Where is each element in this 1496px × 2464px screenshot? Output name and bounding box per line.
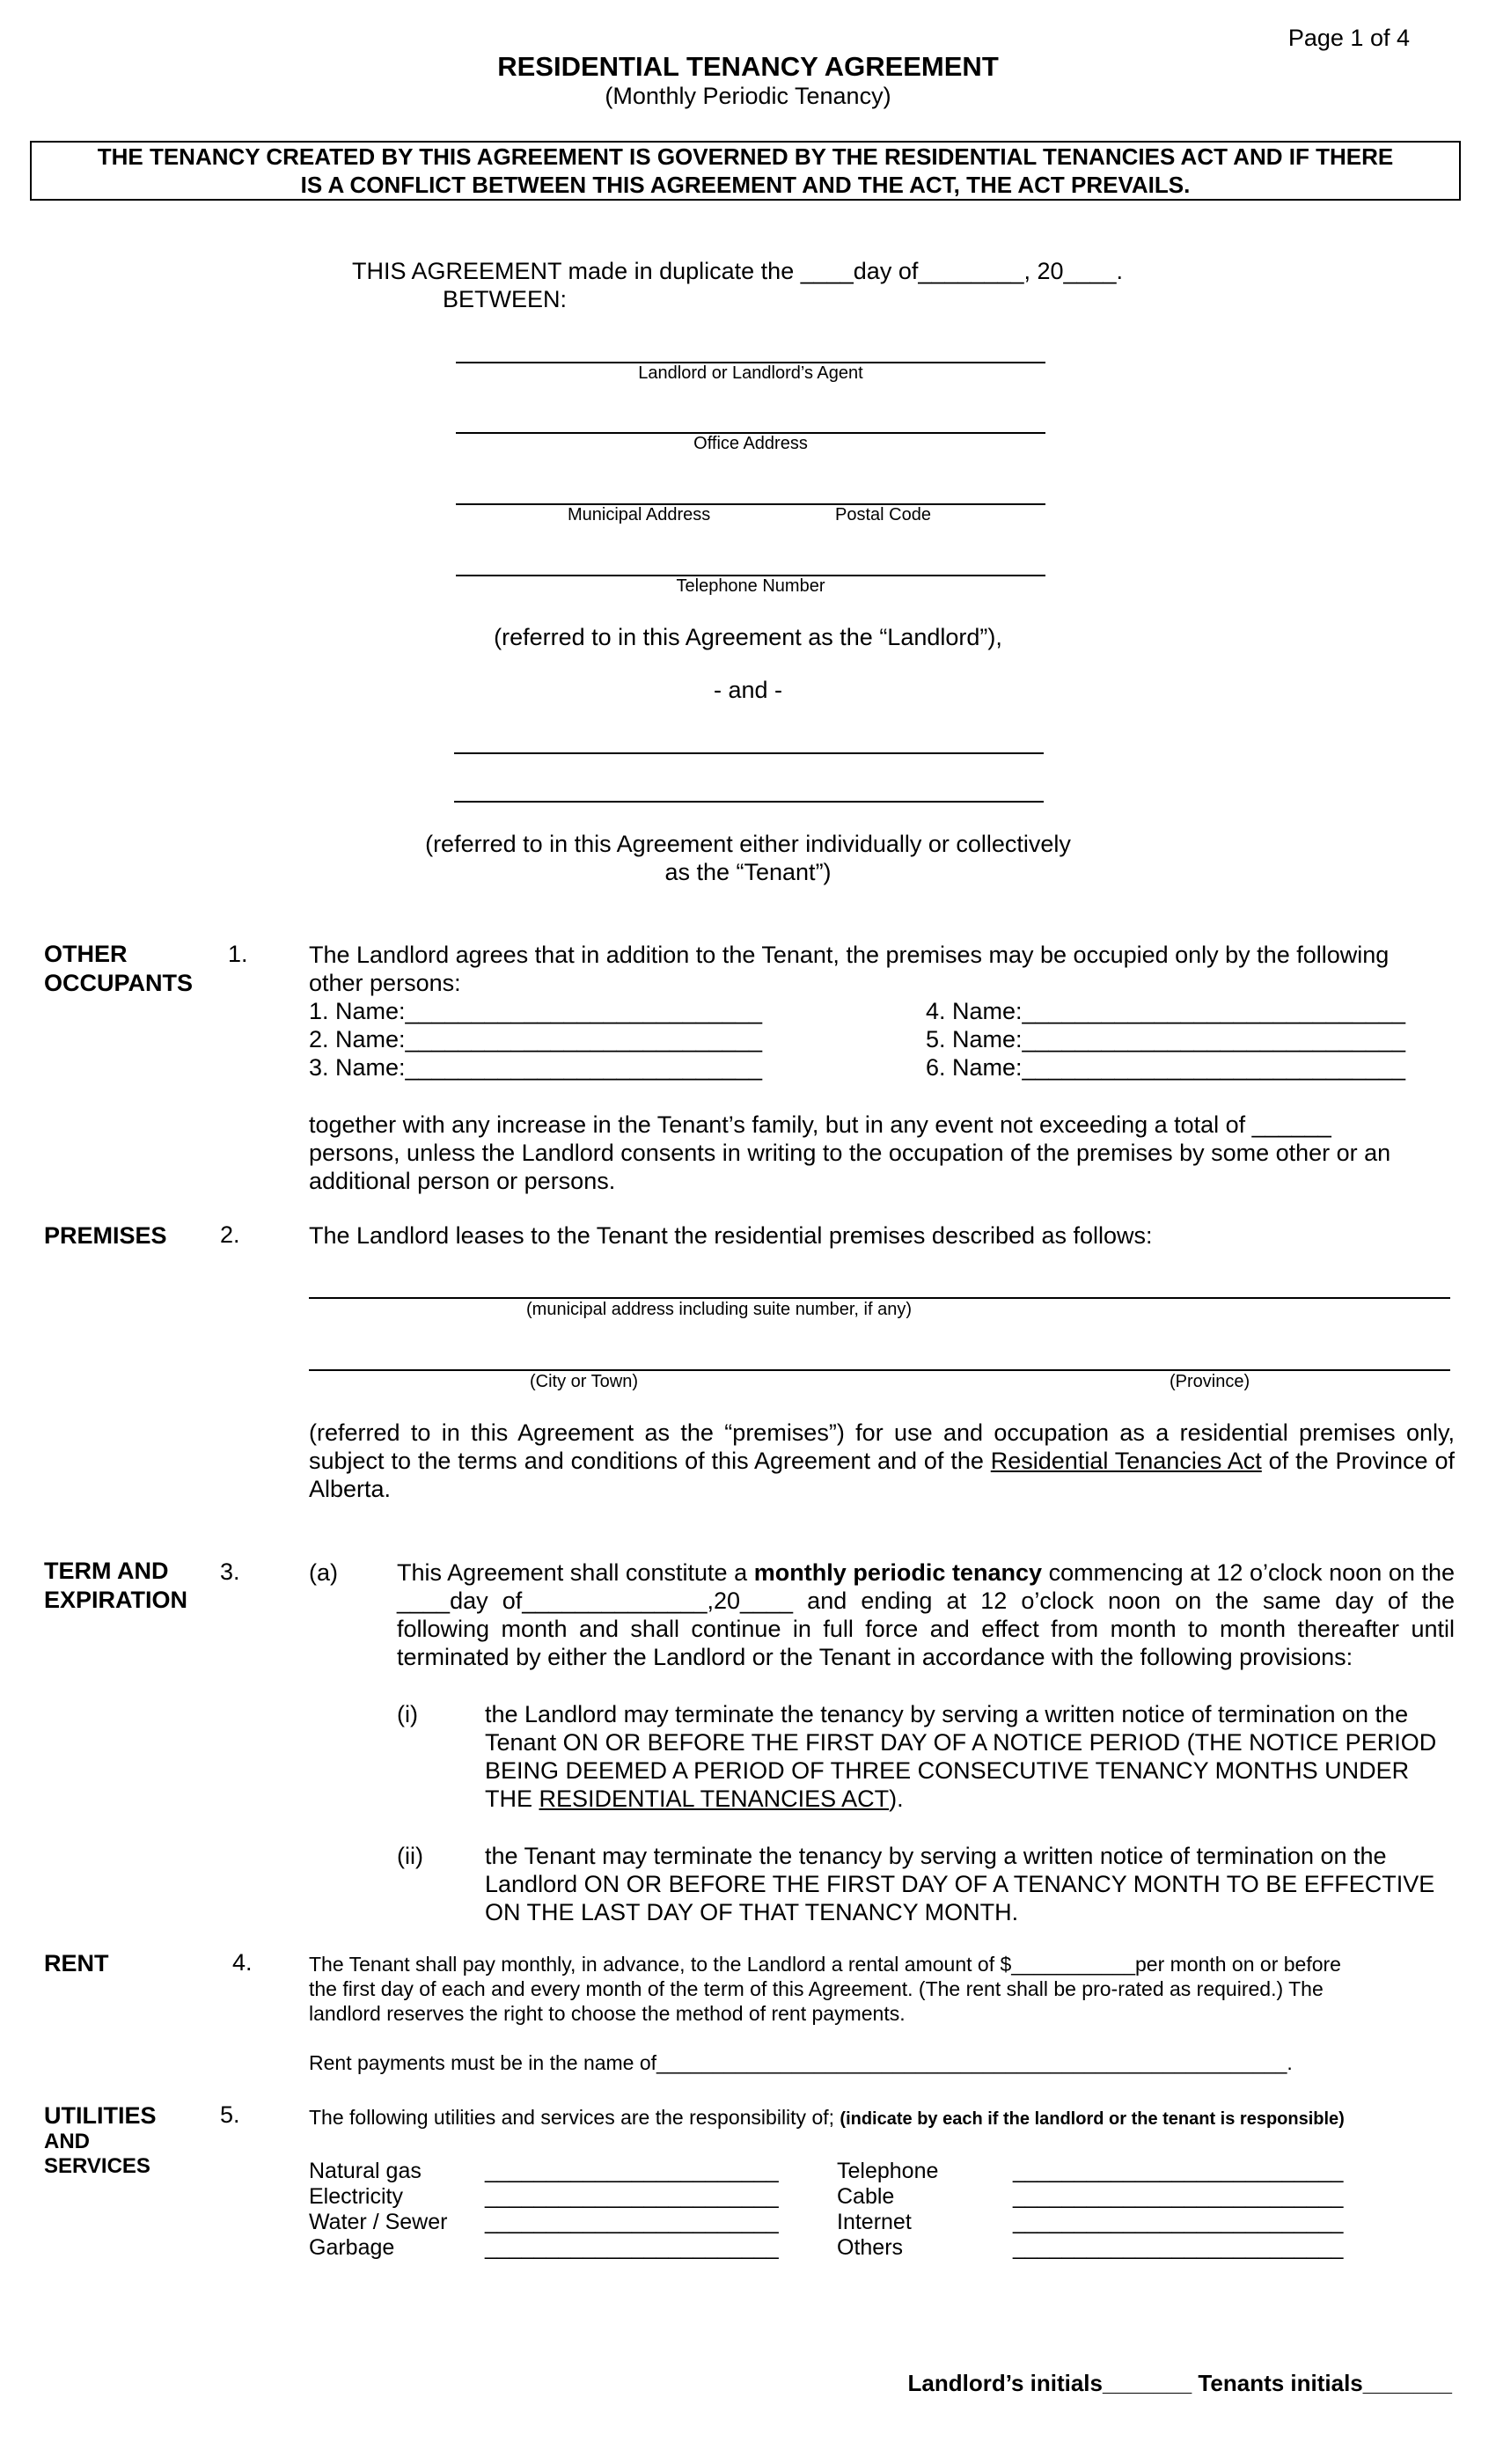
utility-left-blank-2: ________________________ bbox=[485, 2184, 779, 2209]
notice-line-1: THE TENANCY CREATED BY THIS AGREEMENT IS GOVERNED BY THE RESIDENTIAL TENANCIES ACT AND IF THERE bbox=[97, 143, 1394, 170]
utility-right-3: Internet bbox=[837, 2210, 912, 2234]
occupant-limit-line-2: persons, unless the Landlord consents in writing to the occupation of the premises by some other or an bbox=[309, 1140, 1391, 1166]
utility-right-blank-4: ___________________________ bbox=[1013, 2235, 1344, 2260]
between-label: BETWEEN: bbox=[443, 286, 568, 312]
initials-line: Landlord’s initials_______ Tenants initials_______ bbox=[907, 2370, 1452, 2396]
governing-act-notice bbox=[30, 141, 1461, 201]
section-2-intro: The Landlord leases to the Tenant the residential premises described as follows: bbox=[309, 1222, 1153, 1249]
rent-text-line-1: The Tenant shall pay monthly, in advance, to the Landlord a rental amount of $___________per month on or before bbox=[309, 1953, 1341, 1976]
section-2-heading: PREMISES bbox=[44, 1222, 167, 1249]
section-1-number: 1. bbox=[228, 941, 248, 967]
rent-text-line-2: the first day of each and every month of the term of this Agreement. (The rent shall be pro-rated as required.) The bbox=[309, 1977, 1324, 2000]
section-1-heading: OTHER OCCUPANTS bbox=[44, 941, 194, 996]
occupant-name-1: 1. Name:___________________________ bbox=[309, 998, 762, 1024]
occupant-name-6: 6. Name:_____________________________ bbox=[926, 1054, 1406, 1081]
landlord-reference: (referred to in this Agreement as the “Landlord”), bbox=[494, 624, 1002, 650]
utility-left-blank-4: ________________________ bbox=[485, 2235, 779, 2260]
telephone-label: Telephone Number bbox=[676, 576, 825, 596]
landlord-label: Landlord or Landlord’s Agent bbox=[638, 363, 863, 383]
section-4-heading: RENT bbox=[44, 1950, 109, 1976]
rent-payee-line: Rent payments must be in the name of________________________________________________________. bbox=[309, 2051, 1293, 2074]
utility-right-blank-2: ___________________________ bbox=[1013, 2184, 1344, 2209]
occupant-limit-line-1: together with any increase in the Tenant’s family, but in any event not exceeding a total of ______ bbox=[309, 1111, 1331, 1138]
section-1-intro-line-2: other persons: bbox=[309, 970, 461, 996]
utility-left-blank-1: ________________________ bbox=[485, 2159, 779, 2183]
utility-right-blank-3: ___________________________ bbox=[1013, 2210, 1344, 2234]
section-3-number: 3. bbox=[220, 1558, 240, 1585]
utility-left-3: Water / Sewer bbox=[309, 2210, 448, 2234]
notice-line-2: IS A CONFLICT BETWEEN THIS AGREEMENT AND THE ACT, THE ACT PREVAILS. bbox=[300, 172, 1191, 198]
clause-ii-text: the Tenant may terminate the tenancy by serving a written notice of termination on the Landlord ON OR BEFORE THE FIRST DAY OF A TENANCY MONTH TO BE EFFECTIVE ON THE LAST DAY OF THAT TENANCY MONTH. bbox=[485, 1843, 1435, 1925]
province-label: (Province) bbox=[1170, 1372, 1250, 1391]
tenant-reference-line-1: (referred to in this Agreement either individually or collectively bbox=[425, 831, 1071, 857]
city-label: (City or Town) bbox=[530, 1372, 638, 1391]
clause-ii-marker: (ii) bbox=[397, 1843, 423, 1869]
rent-text-line-3: landlord reserves the right to choose the method of rent payments. bbox=[309, 2002, 906, 2025]
section-1-intro-line-1: The Landlord agrees that in addition to the Tenant, the premises may be occupied only by the following bbox=[309, 942, 1390, 968]
premises-city-blank bbox=[309, 1369, 1450, 1371]
residential-tenancies-act-ref: Residential Tenancies Act bbox=[990, 1448, 1262, 1474]
section-5-heading: UTILITIES AND SERVICES bbox=[44, 2102, 157, 2178]
occupant-name-2: 2. Name:___________________________ bbox=[309, 1026, 762, 1052]
section-2-number: 2. bbox=[220, 1221, 240, 1248]
utility-right-4: Others bbox=[837, 2235, 904, 2260]
clause-i-text: the Landlord may terminate the tenancy by serving a written notice of termination on the Tenant ON OR BEFORE THE FIRST DAY OF A NOTICE PERIOD (THE NOTICE PERIOD BEING DEEMED A PERIOD OF THREE CONSECUTIVE TENANCY MONTHS UNDER THE RESIDENTIAL TENANCIES ACT). bbox=[485, 1701, 1437, 1812]
section-5-number: 5. bbox=[220, 2101, 240, 2128]
utility-left-2: Electricity bbox=[309, 2184, 403, 2209]
occupant-name-5: 5. Name:_____________________________ bbox=[926, 1026, 1406, 1052]
utilities-intro: The following utilities and services are the responsibility of; (indicate by each if the landlord or the tenant is responsible) bbox=[309, 2106, 1345, 2129]
utility-left-4: Garbage bbox=[309, 2235, 395, 2260]
utility-right-2: Cable bbox=[837, 2184, 895, 2209]
section-4-number: 4. bbox=[232, 1949, 253, 1976]
document-title: RESIDENTIAL TENANCY AGREEMENT bbox=[497, 51, 999, 82]
clause-a-marker: (a) bbox=[309, 1559, 338, 1586]
utility-left-blank-3: ________________________ bbox=[485, 2210, 779, 2234]
page-number: Page 1 of 4 bbox=[1287, 25, 1410, 51]
premises-address-blank bbox=[309, 1297, 1450, 1299]
agreement-date-line: THIS AGREEMENT made in duplicate the ____day of________, 20____. bbox=[352, 258, 1124, 284]
premises-address-label: (municipal address including suite number, if any) bbox=[526, 1300, 912, 1319]
occupant-limit-line-3: additional person or persons. bbox=[309, 1168, 616, 1194]
tenant-name-blank-1 bbox=[454, 752, 1044, 754]
tenant-reference-line-2: as the “Tenant”) bbox=[664, 859, 832, 885]
office-address-label: Office Address bbox=[693, 434, 808, 453]
document-subtitle: (Monthly Periodic Tenancy) bbox=[605, 83, 891, 109]
municipal-address-label: Municipal Address bbox=[568, 505, 711, 524]
section-3-heading: TERM AND EXPIRATION bbox=[44, 1558, 188, 1613]
occupant-name-4: 4. Name:_____________________________ bbox=[926, 998, 1406, 1024]
premises-paragraph: (referred to in this Agreement as the “premises”) for use and occupation as a residential premises only, subject to the terms and conditions of this Agreement and of the Residential Tenancies Act of the Province of Alberta. bbox=[309, 1419, 1455, 1502]
tenant-name-blank-2 bbox=[454, 801, 1044, 803]
utility-left-1: Natural gas bbox=[309, 2159, 422, 2183]
municipal-address-blank bbox=[456, 503, 1045, 505]
utility-right-1: Telephone bbox=[837, 2159, 939, 2183]
postal-code-label: Postal Code bbox=[835, 505, 931, 524]
utility-right-blank-1: ___________________________ bbox=[1013, 2159, 1344, 2183]
clause-i-marker: (i) bbox=[397, 1701, 418, 1727]
occupant-name-3: 3. Name:___________________________ bbox=[309, 1054, 762, 1081]
clause-a-text: This Agreement shall constitute a monthly periodic tenancy commencing at 12 o’clock noon on the ____day of______________,20____ and ending at 12 o’clock noon on the same day of the following month and shall continue in full force and effect from month to month thereafter until terminated by either the Landlord or the Tenant in accordance with the following provisions: bbox=[397, 1559, 1455, 1670]
and-separator: - and - bbox=[713, 677, 783, 703]
